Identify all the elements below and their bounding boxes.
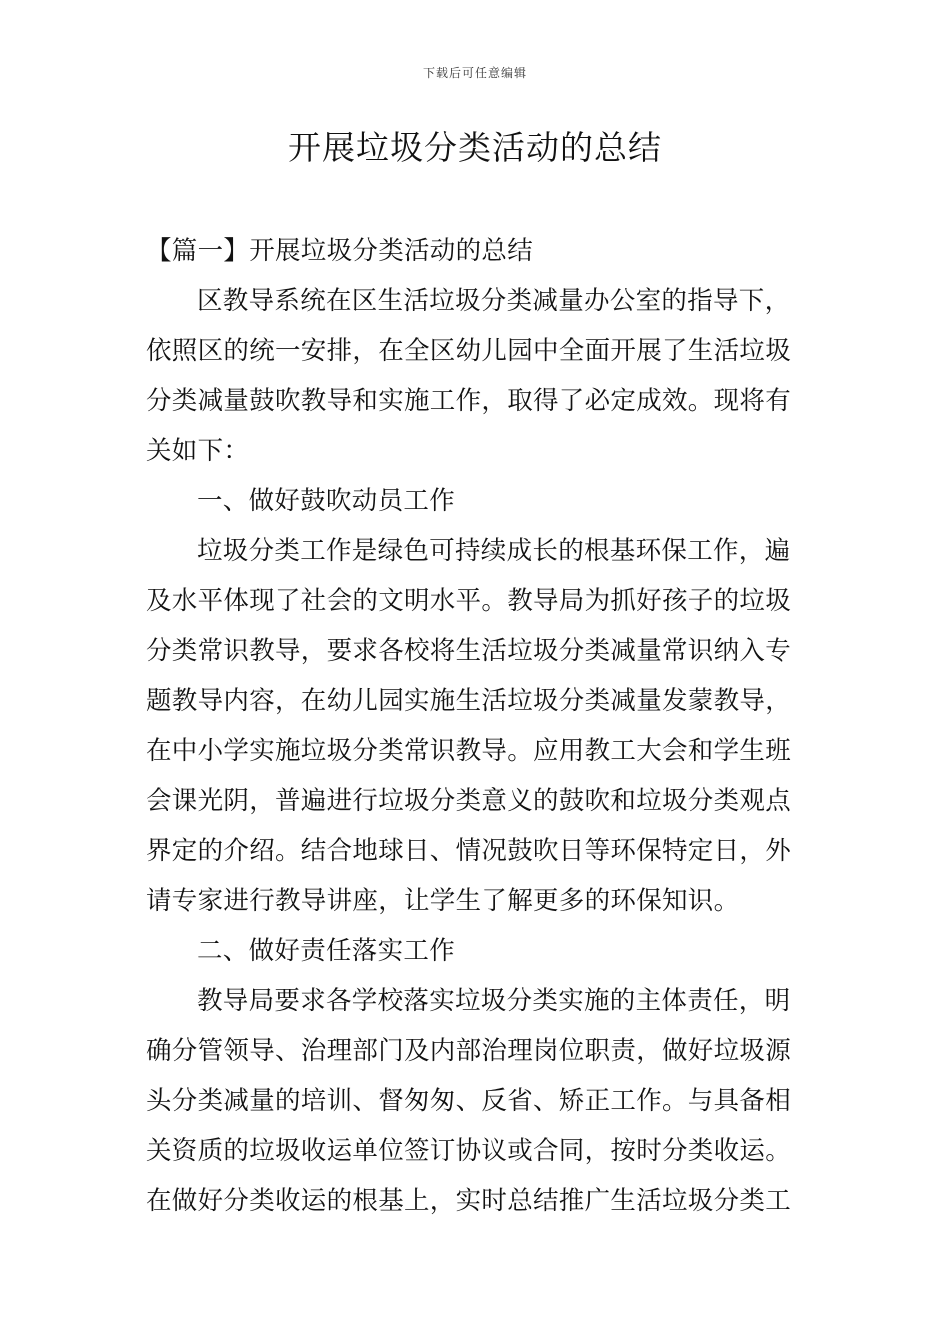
text-line: 二、做好责任落实工作 — [197, 936, 456, 966]
text-line: 在做好分类收运的根基上，实时总结推广生活垃圾分类工 — [146, 1186, 792, 1216]
header-note: 下载后可任意编辑 — [422, 66, 527, 80]
text-line: 头分类减量的培训、督匆匆、反省、矫正工作。与具备相 — [146, 1086, 792, 1116]
text-line: 请专家进行教导讲座，让学生了解更多的环保知识。 — [146, 886, 740, 916]
text-line: 依照区的统一安排，在全区幼儿园中全面开展了生活垃圾 — [146, 336, 792, 366]
text-line: 界定的介绍。结合地球日、情况鼓吹日等环保特定日，外 — [146, 836, 792, 866]
document-title: 开展垃圾分类活动的总结 — [288, 128, 662, 167]
text-line: 分类减量鼓吹教导和实施工作，取得了必定成效。现将有 — [146, 386, 792, 416]
text-line: 会课光阴，普遍进行垃圾分类意义的鼓吹和垃圾分类观点 — [146, 786, 792, 816]
text-line: 关如下： — [146, 436, 250, 466]
document-body — [146, 226, 808, 1226]
text-line: 确分管领导、治理部门及内部治理岗位职责，做好垃圾源 — [146, 1036, 792, 1066]
text-line: 及水平体现了社会的文明水平。教导局为抓好孩子的垃圾 — [146, 586, 792, 616]
text-line: 垃圾分类工作是绿色可持续成长的根基环保工作，遍 — [197, 536, 791, 566]
text-line: 分类常识教导，要求各校将生活垃圾分类减量常识纳入专 — [146, 636, 792, 666]
text-line: 教导局要求各学校落实垃圾分类实施的主体责任，明 — [197, 986, 791, 1016]
text-line: 【篇一】开展垃圾分类活动的总结 — [146, 236, 534, 266]
text-line: 在中小学实施垃圾分类常识教导。应用教工大会和学生班 — [146, 736, 792, 766]
text-line: 题教导内容，在幼儿园实施生活垃圾分类减量发蒙教导， — [146, 686, 792, 716]
text-line: 关资质的垃圾收运单位签订协议或合同，按时分类收运。 — [146, 1136, 792, 1166]
text-line: 一、做好鼓吹动员工作 — [197, 486, 456, 516]
text-line: 区教导系统在区生活垃圾分类减量办公室的指导下， — [197, 286, 791, 316]
